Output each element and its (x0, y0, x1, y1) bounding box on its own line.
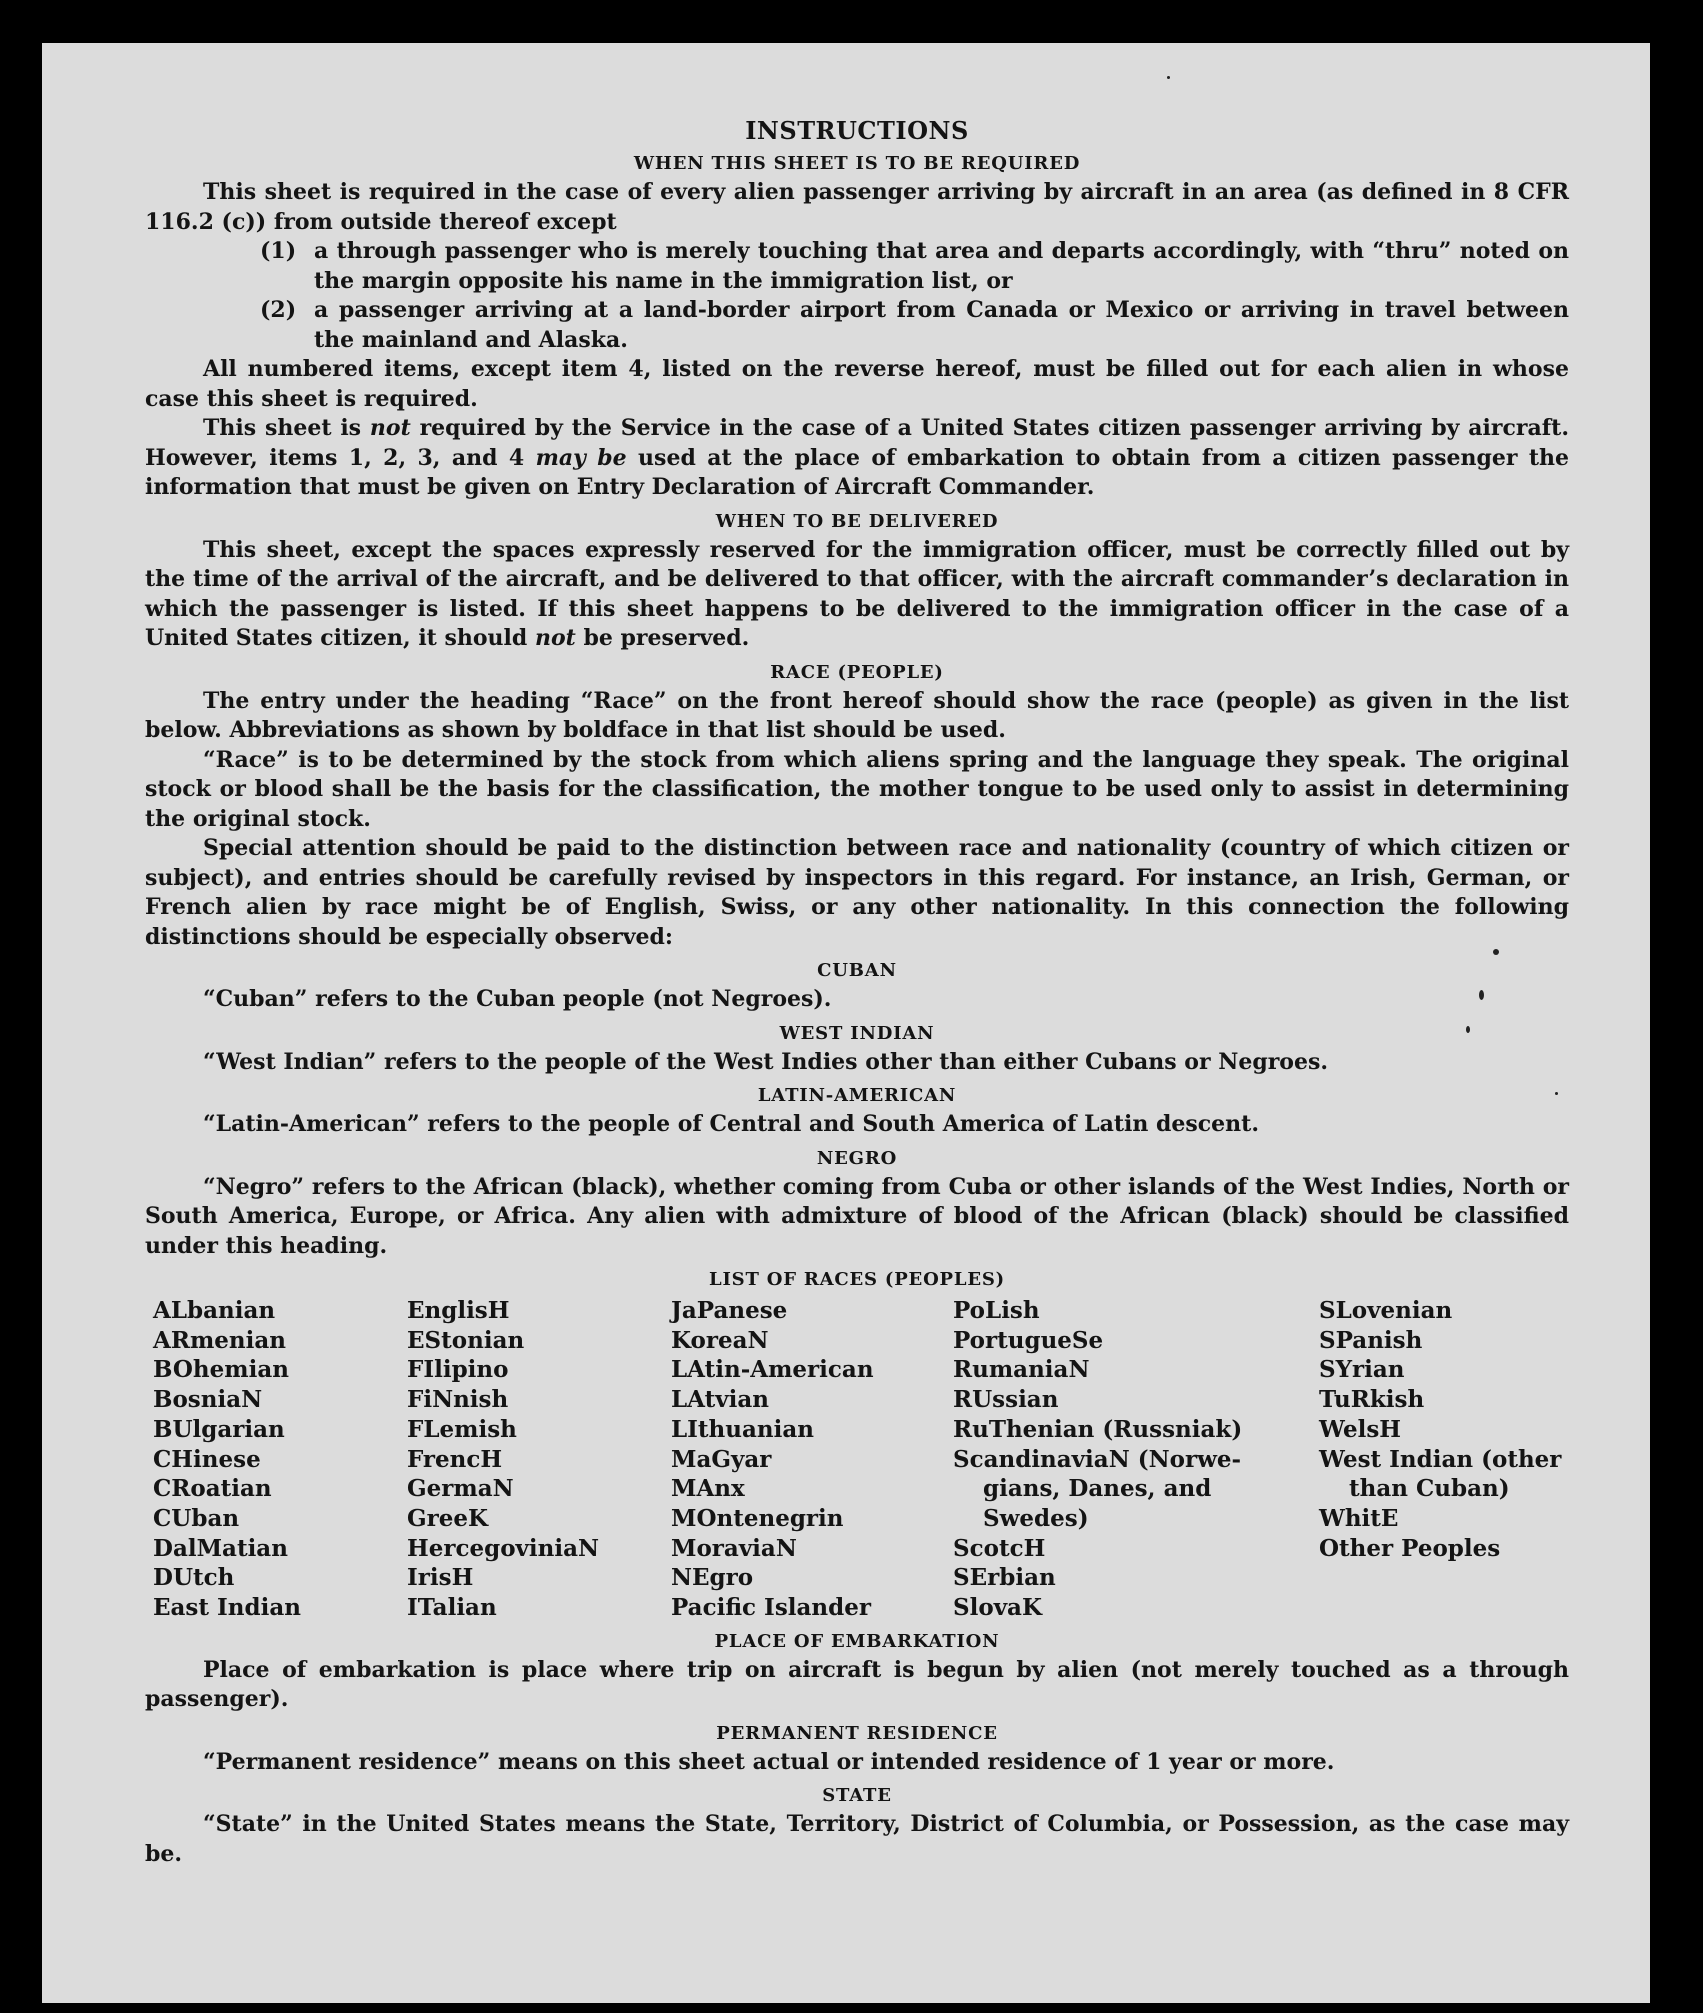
races-list (153, 1296, 1569, 1623)
race-entry: MoraviaN (671, 1534, 797, 1562)
text-run: This sheet is (203, 415, 370, 441)
race-entry: Swedes) (983, 1504, 1089, 1532)
race-entry: LAtin-American (671, 1356, 874, 1384)
race-entry: than Cuban) (1349, 1475, 1510, 1503)
race-entry: East Indian (153, 1594, 301, 1622)
heading-cuban: CUBAN (817, 960, 897, 981)
heading-negro: NEGRO (816, 1147, 898, 1169)
instructions-content (145, 116, 1569, 1869)
paragraph-state: “State” in the United States means the State, Territory, District of Columbia, or Possession, as the case may be. (145, 1811, 1569, 1867)
race-entry: EnglisH (407, 1297, 510, 1324)
race-entry: WhitE (1319, 1504, 1399, 1532)
race-entry: BOhemian (153, 1356, 289, 1384)
heading-race: RACE (PEOPLE) (770, 661, 944, 683)
heading-permanent-residence: PERMANENT RESIDENCE (716, 1722, 998, 1744)
heading-state: STATE (822, 1785, 892, 1807)
italic-run: not (369, 415, 411, 441)
race-entry: PortugueSe (953, 1326, 1104, 1354)
race-entry: FrencH (407, 1445, 503, 1473)
race-entry: BUlgarian (153, 1415, 285, 1443)
race-entry: MaGyar (671, 1445, 772, 1473)
race-entry: DalMatian (153, 1534, 288, 1562)
race-entry: ITalian (407, 1594, 497, 1622)
paragraph-race-3: Special attention should be paid to the distinction between race and nationality (country of which citizen or subject), and entries should be carefully revised by inspectors in this regard. For instance, an Irish, German, or French alien by race might be of English, Swiss, or any other nationality. In this connection the following distinctions should be especially observed: (145, 835, 1569, 950)
race-entry: ScandinaviaN (Norwe- (953, 1445, 1242, 1473)
heading-place-of-embarkation: PLACE OF EMBARKATION (714, 1630, 1000, 1652)
paragraph-cuban: “Cuban” refers to the Cuban people (not Negroes). (203, 986, 832, 1012)
races-column-5 (1319, 1296, 1577, 1623)
race-entry: West Indian (other (1319, 1445, 1562, 1473)
scan-speck (1167, 76, 1170, 79)
paragraph-numbered-items: All numbered items, except item 4, listed on the reverse hereof, must be filled out for each alien in whose case this sheet is required. (145, 356, 1569, 412)
race-entry: MOntenegrin (671, 1504, 844, 1532)
item-number: (2) (260, 297, 297, 323)
race-entry: EStonian (407, 1326, 525, 1354)
race-entry: SLovenian (1319, 1297, 1453, 1324)
race-entry: RumaniaN (953, 1356, 1090, 1384)
races-column-3 (671, 1296, 953, 1623)
race-entry: TuRkish (1319, 1386, 1425, 1414)
race-entry: LIthuanian (671, 1415, 814, 1443)
paragraph-citizen (145, 414, 1569, 503)
paragraph-embarkation: Place of embarkation is place where trip on aircraft is begun by alien (not merely touched as a through passenger). (145, 1656, 1569, 1713)
heading-when-delivered: WHEN TO BE DELIVERED (715, 510, 999, 532)
italic-run: not (534, 625, 576, 651)
race-entry: FiNnish (407, 1386, 509, 1414)
paragraph-race-1: The entry under the heading “Race” on the front hereof should show the race (people) as given in the list below. Abbreviations as shown by boldface in that list should be used. (145, 687, 1569, 743)
paragraph-required-intro: This sheet is required in the case of every alien passenger arriving by aircraft in an area (as defined in 8 CFR 116.2 (c)) from outside thereof except (145, 179, 1569, 235)
race-entry: BosniaN (153, 1386, 263, 1414)
race-entry: CHinese (153, 1445, 261, 1473)
paragraph-west-indian: “West Indian” refers to the people of the West Indies other than either Cubans or Negroes. (203, 1048, 1329, 1075)
race-entry: SErbian (953, 1564, 1056, 1592)
item-number: (1) (260, 238, 297, 264)
text-run: used at the place of embarkation to obtain from a citizen passenger the information that must be given on Entry Declaration of Aircraft Commander. (145, 444, 1569, 500)
race-entry: KoreaN (671, 1326, 769, 1354)
race-entry: CUban (153, 1504, 240, 1532)
exception-item-1 (260, 237, 1569, 296)
race-entry: RuThenian (Russniak) (953, 1415, 1243, 1443)
race-entry: ARmenian (153, 1326, 287, 1354)
race-entry: LAtvian (671, 1386, 769, 1414)
race-entry: NEgro (671, 1564, 754, 1592)
races-column-2 (407, 1296, 671, 1623)
race-entry: SlovaK (953, 1594, 1042, 1622)
item-text: a passenger arriving at a land-border airport from Canada or Mexico or arriving in travel between the mainland and Alaska. (314, 297, 1569, 353)
race-entry: WelsH (1319, 1415, 1402, 1443)
races-column-4 (953, 1296, 1319, 1623)
races-column-1 (153, 1296, 407, 1623)
paragraph-delivered (145, 536, 1569, 654)
race-entry: HercegoviniaN (407, 1534, 600, 1562)
race-entry: FIlipino (407, 1356, 509, 1384)
document-page (42, 43, 1650, 2003)
race-entry: GermaN (407, 1475, 514, 1503)
exception-item-2 (260, 296, 1569, 355)
race-entry: IrisH (407, 1564, 474, 1592)
race-entry: JaPanese (671, 1297, 788, 1324)
race-entry: SPanish (1319, 1326, 1423, 1354)
race-entry: GreeK (407, 1504, 489, 1532)
paragraph-race-2: “Race” is to be determined by the stock from which aliens spring and the language they speak. The original stock or blood shall be the basis for the classification, the mother tongue to be used only to assist in determining the original stock. (145, 746, 1569, 832)
heading-west-indian: WEST INDIAN (779, 1022, 935, 1044)
race-entry: DUtch (153, 1564, 235, 1592)
text-run: be preserved. (575, 625, 750, 651)
race-entry: ScotcH (953, 1534, 1046, 1562)
race-entry: MAnx (671, 1475, 745, 1503)
race-entry: SYrian (1319, 1356, 1405, 1384)
heading-when-required: WHEN THIS SHEET IS TO BE REQUIRED (633, 153, 1081, 174)
race-entry: PoLish (953, 1297, 1040, 1324)
heading-latin-american: LATIN-AMERICAN (757, 1085, 957, 1106)
race-entry: FLemish (407, 1415, 517, 1443)
paragraph-negro: “Negro” refers to the African (black), whether coming from Cuba or other islands of the West Indies, North or South America, Europe, or Africa. Any alien with admixture of blood of the African (black) should be classified under this heading. (145, 1173, 1569, 1259)
paragraph-residence: “Permanent residence” means on this sheet actual or intended residence of 1 year or more. (203, 1748, 1335, 1775)
race-entry: RUssian (953, 1386, 1059, 1414)
race-entry: gians, Danes, and (983, 1475, 1212, 1503)
text-run: required by the Service in the case of a United States citizen passenger arriving by aircraft. However, items 1, 2, 3, and 4 (145, 415, 1569, 471)
item-text: a through passenger who is merely touching that area and departs accordingly, with “thru” noted on the margin opposite his name in the immigration list, or (314, 238, 1569, 294)
italic-run: may be (535, 444, 627, 471)
text-run: This sheet, except the spaces expressly reserved for the immigration officer, must be correctly filled out by the time of the arrival of the aircraft, and be delivered to that officer, with the aircraft commander’s declaration in which the passenger is listed. If this sheet happens to be delivered to the immigration officer in the case of a United States citizen, it should (145, 536, 1569, 651)
page-title: INSTRUCTIONS (745, 116, 969, 145)
race-entry: CRoatian (153, 1475, 272, 1503)
paragraph-latin-american: “Latin-American” refers to the people of Central and South America of Latin descent. (203, 1111, 1259, 1137)
race-entry: Other Peoples (1319, 1534, 1501, 1562)
heading-list-of-races: LIST OF RACES (PEOPLES) (709, 1269, 1005, 1290)
race-entry: Pacific Islander (671, 1594, 871, 1622)
race-entry: ALbanian (153, 1297, 276, 1324)
